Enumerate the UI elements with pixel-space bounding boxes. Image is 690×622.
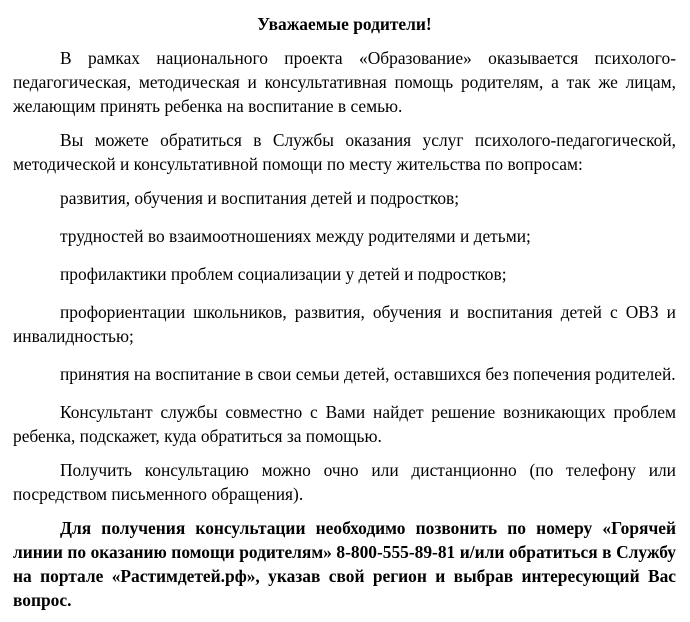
- consult-mode-paragraph: Получить консультацию можно очно или дистанционно (по телефону или посредством письменного обращения).: [13, 460, 676, 504]
- topic-item-development: развития, обучения и воспитания детей и подростков;: [60, 188, 460, 208]
- intro-paragraph: В рамках национального проекта «Образование» оказывается психолого-педагогическая, методическая и консультативная помощь родителям, а так же лицам, желающим принять ребенка на воспитание в семью.: [13, 48, 676, 116]
- service-intro-paragraph: Вы можете обратиться в Службы оказания услуг психолого-педагогической, методической и консультативной помощи по месту жительства по вопросам:: [13, 130, 676, 174]
- topic-item-career-guidance: профориентации школьников, развития, обучения и воспитания детей с ОВЗ и инвалидностью;: [13, 302, 676, 346]
- topic-item-foster-care: принятия на воспитание в свои семьи детей, оставшихся без попечения родителей.: [60, 364, 676, 384]
- topic-item-relationships: трудностей во взаимоотношениях между родителями и детьми;: [60, 226, 531, 246]
- topic-item-socialization: профилактики проблем социализации у детей и подростков;: [60, 264, 507, 284]
- consultant-paragraph: Консультант службы совместно с Вами найдет решение возникающих проблем ребенка, подскажет, куда обратиться за помощью.: [13, 402, 676, 446]
- call-to-action-paragraph: Для получения консультации необходимо позвонить по номеру «Горячей линии по оказанию помощи родителям» 8-800-555-89-81 и/или обратиться в Службу на портале «Растимдетей.рф», указав свой регион и выбрав интересующий Вас вопрос.: [13, 518, 676, 610]
- document-page: [13, 12, 676, 622]
- document-title: Уважаемые родители!: [257, 14, 432, 34]
